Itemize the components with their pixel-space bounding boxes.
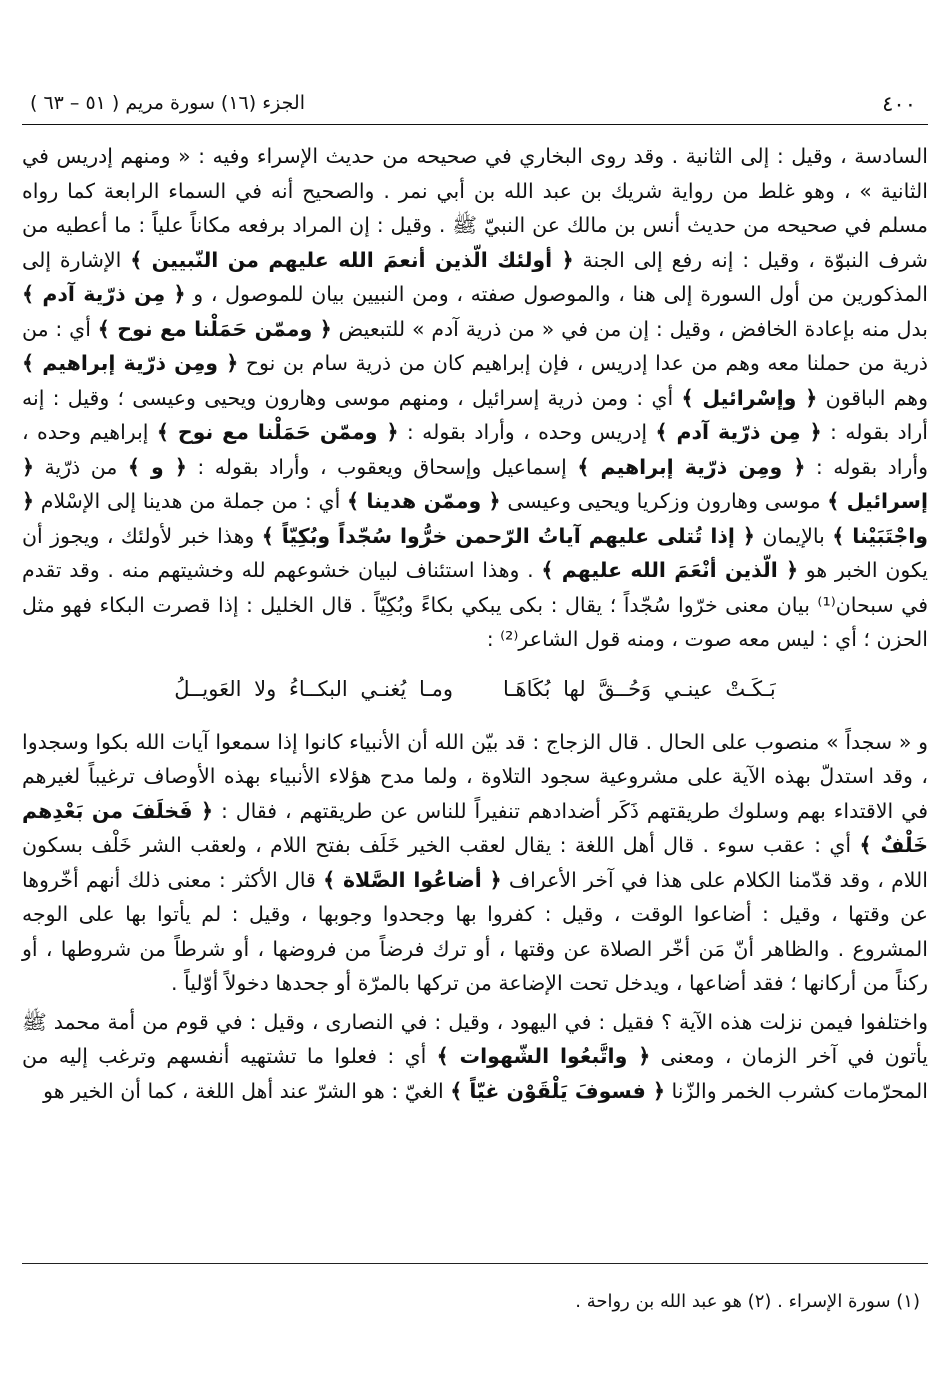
text-run: أي : عقب سوء . قال أهل اللغة : يقال لعقب الخير خَلَف بفتح اللام ، ولعقب الشر خَلْف بسكون اللام ، وقد قدّمنا الكلام على هذا في آخر الأعراف (22, 833, 928, 892)
quran-quote: ﴿ وممّن حَمَلْنا مع نوح ﴾ (156, 420, 399, 444)
text-run: الإشارة إلى المذكورين من أول السورة إلى هنا ، والموصول صفته ، ومن النبيين بيان للموصول ، و (22, 247, 928, 306)
quran-quote: ﴿ واتَّبعُوا الشّهوات ﴾ (436, 1044, 651, 1068)
text-run: إبراهيم وحده ، وأراد بقوله : (22, 420, 928, 479)
page-number: ٤٠٠ (882, 92, 916, 116)
text-run: أي : من ذرية من حملنا معه وهم من عدا إدريس ، فإن إبراهيم كان من ذرية سام بن نوح (22, 316, 928, 375)
quran-quote: ﴿ إسرائيل ﴾ (22, 454, 928, 513)
text-run: و « سجداً » منصوب على الحال . قال الزجاج : قد بيّن الله أن الأنبياء كانوا إذا سمعوا آيات الله بكوا وسجدوا ، وقد استدلّ بهذه الآية على مشروعية سجود التلاوة ، ولما مدح هؤلاء الأنبياء بهذه الأوصاف ترغيباً لغيرهم في الاقتداء بهم وسلوك طريقتهم ذَكَر أضدادهم تنفيراً للناس عن طريقتهم ، فقال : (22, 729, 928, 823)
text-run: إسماعيل وإسحاق ويعقوب ، وأراد بقوله : (186, 454, 578, 479)
footnotes: (١) سورة الإسراء . (٢) هو عبد الله بن رواحة . (575, 1291, 920, 1312)
paragraph-3 (22, 1005, 928, 1109)
verse-first-hemistich: بَـكَـتْ عينـي وَحُــقَّ لها بُكَاهَـا (502, 676, 776, 701)
text-run: قال الأكثر : معنى ذلك أنهم أخّروها عن وقتها ، وقيل : أضاعوا الوقت ، وقيل : كفروا بها وجحدوا وجوبها ، وقيل : لم يأتوا بها على الوجه المشروع . والظاهر أنّ مَن أخّر الصلاة عن وقتها ، أو ترك فرضاً من فروضها ، أو شرطاً من شروطها ، أو ركناً من أركانها ؛ فقد أضاعها ، ويدخل تحت الإضاعة من تركها بالمرّة أو جحدها دخولاً أوّلياً . (22, 867, 928, 995)
quran-quote: ﴿ فَخلَفَ من بَعْدِهم خَلْفٌ ﴾ (22, 798, 928, 857)
poetry-verse (22, 669, 928, 709)
quran-quote: ﴿ مِن ذرّية آدم ﴾ (22, 282, 186, 306)
body-text (22, 139, 928, 1108)
quran-quote: ﴿ الّذين أنْعَمَ الله عليهم ﴾ (541, 558, 799, 582)
text-run: وهذا خبر لأولئك ، ويجوز أن يكون الخبر هو (22, 523, 928, 582)
quran-quote: ﴿ ومِن ذرّية إبراهيم ﴾ (22, 351, 239, 375)
quran-quote: ﴿ واجْتَبَيْنا ﴾ (22, 489, 928, 548)
page-header (22, 88, 928, 125)
text-run: أي : من جملة من هدينا إلى الإسْلام (34, 489, 348, 513)
page (22, 88, 928, 1108)
text-run: وهم الباقون (817, 385, 928, 410)
quran-quote: ﴿ ومِن ذرّية إبراهيم ﴾ (577, 454, 806, 479)
quran-quote: ﴿ و ﴾ (127, 454, 187, 479)
text-run: إدريس وحده ، وأراد بقوله : (398, 420, 656, 444)
quran-quote: ﴿ أضاعُوا الصَّلاة ﴾ (323, 867, 502, 892)
quran-quote: ﴿ مِن ذرّية آدم ﴾ (655, 420, 822, 444)
paragraph-1 (22, 139, 928, 657)
text-run: من ذرّية (34, 454, 128, 479)
text-run: أي : فعلوا ما تشتهيه أنفسهم وترغب إليه من المحرّمات كشرب الخمر والزّنا (22, 1044, 928, 1103)
text-run: واختلفوا فيمن نزلت هذه الآية ؟ فقيل : في اليهود ، وقيل : في النصارى ، وقيل : في قوم من أمة محمد ﷺ يأتون في آخر الزمان ، ومعنى (22, 1009, 928, 1068)
quran-quote: ﴿ وممّن حَمَلْنا مع نوح ﴾ (97, 316, 332, 341)
text-run: الغيّ : هو الشرّ عند أهل اللغة ، كما أن الخير هو (43, 1078, 451, 1103)
paragraph-2 (22, 725, 928, 1001)
text-run: بدل منه بإعادة الخافض ، وقيل : إن من في « من ذرية آدم » للتبعيض (331, 316, 928, 341)
quran-quote: ﴿ إذا تُتلى عليهم آياتُ الرّحمن خرُّوا سُجّداً وبُكِيّاً ﴾ (261, 523, 755, 548)
text-run: السادسة ، وقيل : إلى الثانية . وقد روى البخاري في صحيحه من حديث الإسراء وفيه : « ومنهم إدريس في الثانية » ، وهو غلط من رواية شريك بن عبد الله بن أبي نمر . والصحيح أنه في السماء الرابعة كما رواه مسلم في صحيحه من حديث أنس بن مالك عن النبيّ ﷺ . وقيل : إن المراد برفعه مكاناً علياً : ما أعطيه من شرف النبوّة ، وقيل : إنه رفع إلى الجنة (22, 144, 928, 272)
quran-quote: ﴿ وممّن هدينا ﴾ (347, 489, 501, 513)
footnote-divider (22, 1263, 928, 1264)
quran-quote: ﴿ فسوفَ يَلْقَوْن غيّاً ﴾ (450, 1078, 665, 1103)
text-run: موسى وهارون وزكريا ويحيى وعيسى (500, 489, 828, 513)
verse-second-hemistich: ومـا يُغنـي البكــاءُ ولا العَويــلُ (174, 676, 453, 701)
text-run: أي : ومن ذرية إسرائيل ، ومنهم موسى وهارون ويحيى وعيسى ؛ وقيل : إنه أراد بقوله : (22, 385, 928, 444)
text-run: بالإيمان (754, 523, 833, 548)
running-title: الجزء (١٦) سورة مريم ( ٥١ – ٦٣ ) (30, 92, 305, 114)
text-run: . وهذا استئناف لبيان خشوعهم لله وخشيتهم منه . وقد تقدم في سبحان⁽¹⁾ بيان معنى خرّوا سُجّداً ؛ يقال : بكى يبكي بكاءً وبُكِيّاً . قال الخليل : إذا قصرت البكاء فهو مثل الحزن ؛ أي : ليس معه صوت ، ومنه قول الشاعر⁽²⁾ : (22, 558, 928, 651)
quran-quote: ﴿ وإسْرائيل ﴾ (681, 385, 818, 410)
quran-quote: ﴿ أولئك الّذين أنعمَ الله عليهم من النّبيين ﴾ (130, 247, 574, 272)
